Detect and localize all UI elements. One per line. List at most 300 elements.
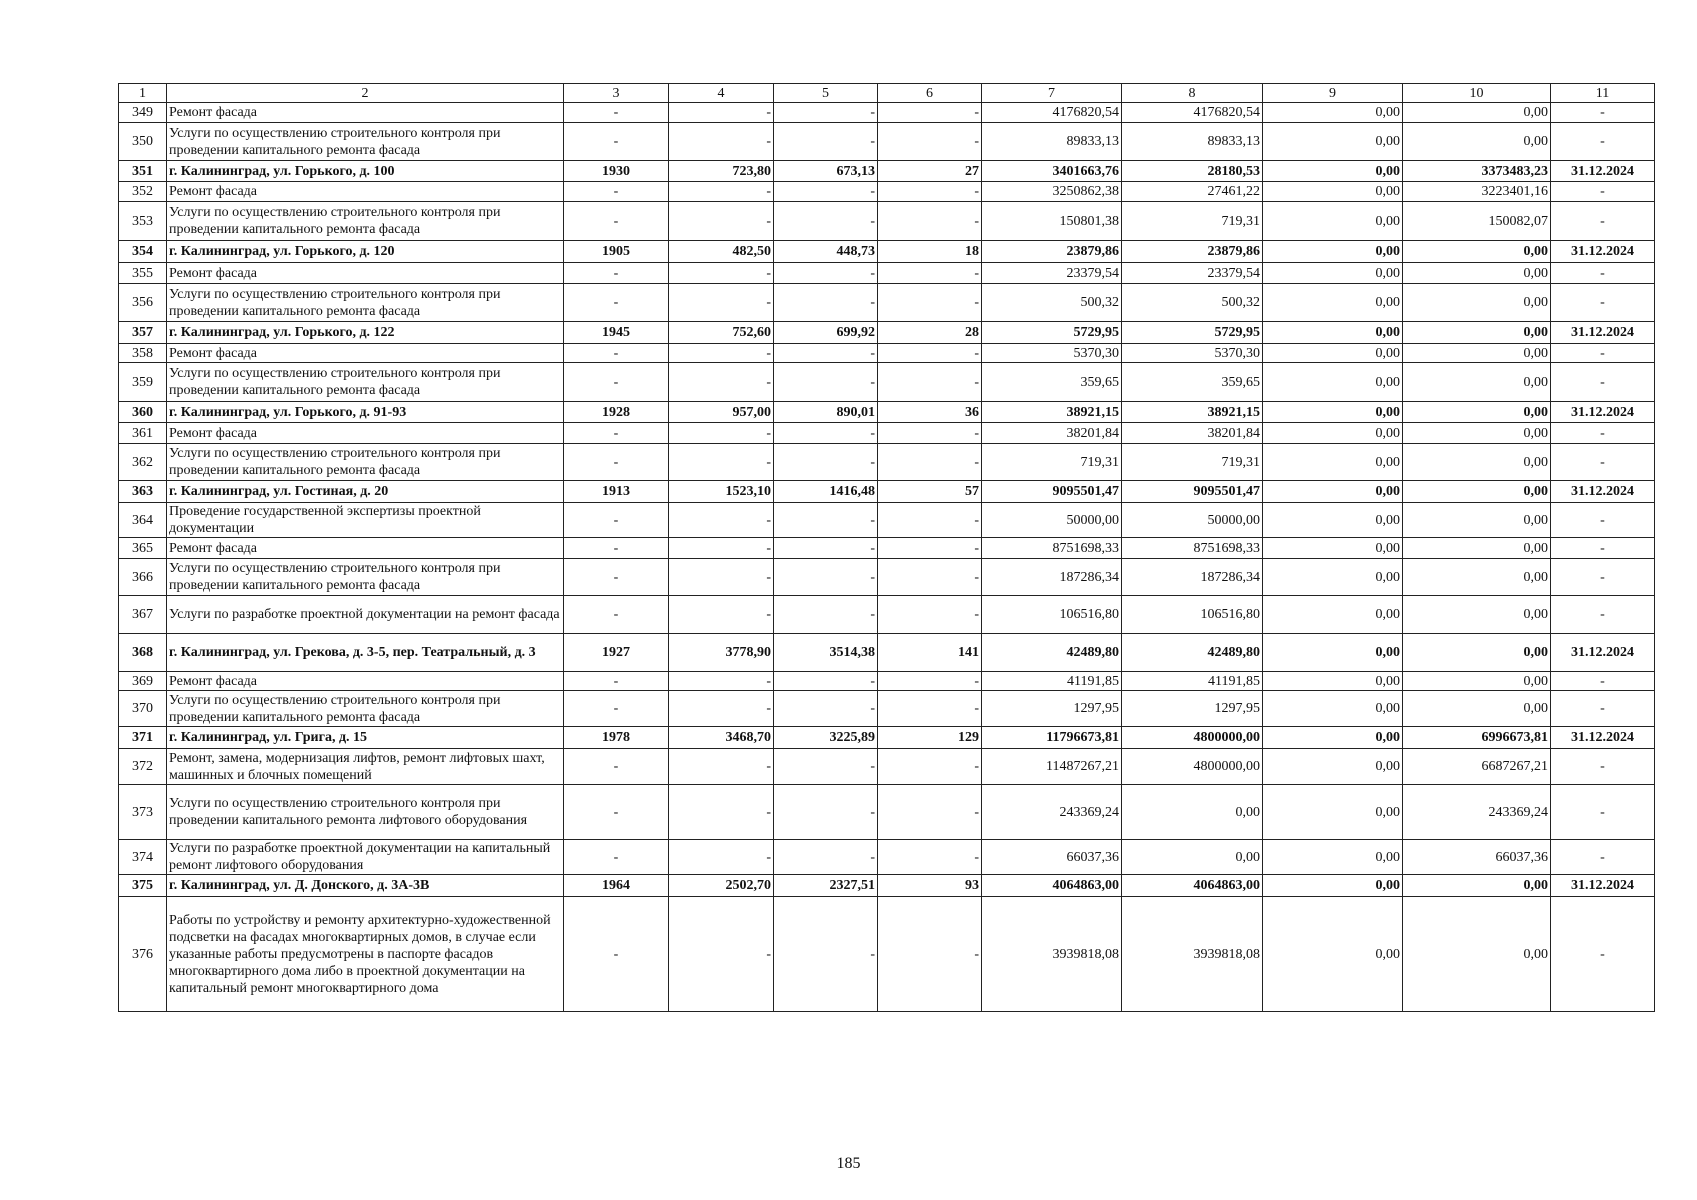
value-cell: 0,00: [1403, 538, 1551, 559]
value-cell: -: [1551, 423, 1655, 444]
value-cell: 0,00: [1263, 672, 1403, 691]
value-cell: 23379,54: [1122, 263, 1263, 284]
work-item-row: [119, 559, 1655, 596]
value-cell: -: [669, 559, 774, 596]
work-item-row: [119, 182, 1655, 202]
row-number-cell: 349: [119, 103, 167, 123]
value-cell: 11796673,81: [982, 727, 1122, 749]
value-cell: 28: [878, 322, 982, 344]
value-cell: -: [878, 503, 982, 538]
work-item-row: [119, 444, 1655, 481]
row-number-cell: 362: [119, 444, 167, 481]
value-cell: 41191,85: [1122, 672, 1263, 691]
value-cell: -: [564, 538, 669, 559]
value-cell: -: [774, 691, 878, 727]
value-cell: -: [774, 344, 878, 363]
column-header: 6: [878, 84, 982, 103]
value-cell: 1945: [564, 322, 669, 344]
address-row: [119, 481, 1655, 503]
value-cell: 129: [878, 727, 982, 749]
description-cell: Ремонт, замена, модернизация лифтов, ремонт лифтовых шахт, машинных и блочных помещений: [167, 749, 564, 785]
work-item-row: [119, 423, 1655, 444]
report-table-container: [118, 83, 1655, 1012]
value-cell: 5729,95: [1122, 322, 1263, 344]
value-cell: 0,00: [1263, 538, 1403, 559]
value-cell: -: [1551, 182, 1655, 202]
row-number-cell: 369: [119, 672, 167, 691]
value-cell: -: [774, 202, 878, 241]
value-cell: 482,50: [669, 241, 774, 263]
value-cell: 93: [878, 875, 982, 897]
value-cell: -: [669, 538, 774, 559]
value-cell: -: [669, 444, 774, 481]
value-cell: 1297,95: [982, 691, 1122, 727]
work-item-row: [119, 363, 1655, 402]
value-cell: 3514,38: [774, 634, 878, 672]
value-cell: 3250862,38: [982, 182, 1122, 202]
row-number-cell: 364: [119, 503, 167, 538]
value-cell: 31.12.2024: [1551, 875, 1655, 897]
value-cell: 3468,70: [669, 727, 774, 749]
value-cell: 89833,13: [1122, 123, 1263, 161]
value-cell: -: [1551, 503, 1655, 538]
row-number-cell: 355: [119, 263, 167, 284]
value-cell: -: [1551, 897, 1655, 1012]
column-header: 2: [167, 84, 564, 103]
value-cell: 723,80: [669, 161, 774, 182]
value-cell: 699,92: [774, 322, 878, 344]
value-cell: -: [774, 672, 878, 691]
value-cell: -: [669, 672, 774, 691]
value-cell: 41191,85: [982, 672, 1122, 691]
value-cell: -: [1551, 344, 1655, 363]
value-cell: -: [564, 423, 669, 444]
address-row: [119, 241, 1655, 263]
value-cell: 0,00: [1263, 241, 1403, 263]
value-cell: 0,00: [1403, 875, 1551, 897]
value-cell: 150082,07: [1403, 202, 1551, 241]
value-cell: 1297,95: [1122, 691, 1263, 727]
description-cell: Ремонт фасада: [167, 538, 564, 559]
value-cell: -: [878, 363, 982, 402]
value-cell: 0,00: [1122, 785, 1263, 840]
value-cell: -: [669, 123, 774, 161]
value-cell: -: [564, 123, 669, 161]
description-cell: Ремонт фасада: [167, 423, 564, 444]
value-cell: -: [1551, 691, 1655, 727]
value-cell: -: [774, 897, 878, 1012]
work-item-row: [119, 202, 1655, 241]
value-cell: 36: [878, 402, 982, 423]
value-cell: -: [564, 596, 669, 634]
value-cell: 0,00: [1403, 897, 1551, 1012]
value-cell: -: [669, 503, 774, 538]
value-cell: 0,00: [1403, 672, 1551, 691]
value-cell: 0,00: [1263, 481, 1403, 503]
row-number-cell: 352: [119, 182, 167, 202]
value-cell: 31.12.2024: [1551, 402, 1655, 423]
row-number-cell: 375: [119, 875, 167, 897]
address-row: [119, 727, 1655, 749]
value-cell: 243369,24: [1403, 785, 1551, 840]
work-item-row: [119, 897, 1655, 1012]
work-item-row: [119, 263, 1655, 284]
row-number-cell: 367: [119, 596, 167, 634]
value-cell: 9095501,47: [1122, 481, 1263, 503]
value-cell: 57: [878, 481, 982, 503]
value-cell: -: [564, 785, 669, 840]
value-cell: -: [878, 691, 982, 727]
value-cell: 4800000,00: [1122, 749, 1263, 785]
work-item-row: [119, 840, 1655, 875]
address-row: [119, 402, 1655, 423]
value-cell: -: [564, 559, 669, 596]
value-cell: 752,60: [669, 322, 774, 344]
value-cell: 0,00: [1263, 444, 1403, 481]
value-cell: 3939818,08: [1122, 897, 1263, 1012]
value-cell: 31.12.2024: [1551, 481, 1655, 503]
row-number-cell: 363: [119, 481, 167, 503]
value-cell: 27: [878, 161, 982, 182]
value-cell: -: [774, 444, 878, 481]
value-cell: 890,01: [774, 402, 878, 423]
description-cell: Ремонт фасада: [167, 182, 564, 202]
row-number-cell: 374: [119, 840, 167, 875]
value-cell: 3373483,23: [1403, 161, 1551, 182]
value-cell: 0,00: [1403, 423, 1551, 444]
column-header: 11: [1551, 84, 1655, 103]
work-item-row: [119, 749, 1655, 785]
value-cell: 4176820,54: [982, 103, 1122, 123]
description-cell: Работы по устройству и ремонту архитектурно-художественной подсветки на фасадах многоквартирных домов, в случае если указанные работы предусмотрены в паспорте фасадов многоквартирного дома либо в проектной документации на капитальный ремонт многоквартирного дома: [167, 897, 564, 1012]
value-cell: 0,00: [1403, 123, 1551, 161]
value-cell: 4800000,00: [1122, 727, 1263, 749]
value-cell: 0,00: [1403, 559, 1551, 596]
description-cell: г. Калининград, ул. Грига, д. 15: [167, 727, 564, 749]
value-cell: -: [669, 423, 774, 444]
value-cell: 31.12.2024: [1551, 322, 1655, 344]
value-cell: 8751698,33: [982, 538, 1122, 559]
row-number-cell: 361: [119, 423, 167, 444]
work-item-row: [119, 691, 1655, 727]
value-cell: -: [774, 503, 878, 538]
value-cell: 0,00: [1403, 634, 1551, 672]
description-cell: г. Калининград, ул. Горького, д. 91-93: [167, 402, 564, 423]
value-cell: -: [878, 785, 982, 840]
column-header: 9: [1263, 84, 1403, 103]
value-cell: 187286,34: [982, 559, 1122, 596]
address-row: [119, 875, 1655, 897]
value-cell: -: [878, 596, 982, 634]
value-cell: -: [878, 103, 982, 123]
value-cell: -: [564, 691, 669, 727]
row-number-cell: 376: [119, 897, 167, 1012]
value-cell: -: [774, 284, 878, 322]
value-cell: 1416,48: [774, 481, 878, 503]
value-cell: 5370,30: [982, 344, 1122, 363]
value-cell: 673,13: [774, 161, 878, 182]
description-cell: Услуги по осуществлению строительного контроля при проведении капитального ремонта фасада: [167, 444, 564, 481]
value-cell: -: [669, 284, 774, 322]
value-cell: -: [564, 363, 669, 402]
value-cell: -: [564, 749, 669, 785]
description-cell: Ремонт фасада: [167, 344, 564, 363]
value-cell: 0,00: [1263, 503, 1403, 538]
description-cell: г. Калининград, ул. Гостиная, д. 20: [167, 481, 564, 503]
work-item-row: [119, 284, 1655, 322]
value-cell: -: [774, 538, 878, 559]
work-item-row: [119, 103, 1655, 123]
value-cell: -: [878, 672, 982, 691]
value-cell: 1928: [564, 402, 669, 423]
value-cell: 359,65: [1122, 363, 1263, 402]
value-cell: -: [669, 202, 774, 241]
description-cell: Ремонт фасада: [167, 263, 564, 284]
work-item-row: [119, 672, 1655, 691]
value-cell: 0,00: [1403, 284, 1551, 322]
value-cell: -: [1551, 672, 1655, 691]
value-cell: 4176820,54: [1122, 103, 1263, 123]
value-cell: -: [878, 538, 982, 559]
value-cell: -: [878, 182, 982, 202]
value-cell: 0,00: [1403, 481, 1551, 503]
description-cell: г. Калининград, ул. Горького, д. 122: [167, 322, 564, 344]
value-cell: 8751698,33: [1122, 538, 1263, 559]
value-cell: 719,31: [1122, 444, 1263, 481]
column-header: 10: [1403, 84, 1551, 103]
row-number-cell: 360: [119, 402, 167, 423]
value-cell: 0,00: [1263, 402, 1403, 423]
value-cell: -: [564, 284, 669, 322]
value-cell: -: [564, 672, 669, 691]
value-cell: 4064863,00: [1122, 875, 1263, 897]
value-cell: 0,00: [1263, 123, 1403, 161]
row-number-cell: 372: [119, 749, 167, 785]
row-number-cell: 358: [119, 344, 167, 363]
column-header: 7: [982, 84, 1122, 103]
value-cell: -: [564, 263, 669, 284]
value-cell: -: [1551, 596, 1655, 634]
value-cell: -: [669, 182, 774, 202]
value-cell: 500,32: [982, 284, 1122, 322]
value-cell: 187286,34: [1122, 559, 1263, 596]
description-cell: Услуги по разработке проектной документации на ремонт фасада: [167, 596, 564, 634]
work-item-row: [119, 785, 1655, 840]
column-header: 3: [564, 84, 669, 103]
value-cell: 0,00: [1263, 182, 1403, 202]
value-cell: -: [1551, 785, 1655, 840]
value-cell: 42489,80: [1122, 634, 1263, 672]
value-cell: 0,00: [1403, 363, 1551, 402]
value-cell: 0,00: [1263, 161, 1403, 182]
value-cell: -: [774, 363, 878, 402]
value-cell: -: [669, 840, 774, 875]
value-cell: 4064863,00: [982, 875, 1122, 897]
work-item-row: [119, 344, 1655, 363]
value-cell: 106516,80: [982, 596, 1122, 634]
description-cell: Услуги по осуществлению строительного контроля при проведении капитального ремонта фасада: [167, 691, 564, 727]
value-cell: 31.12.2024: [1551, 161, 1655, 182]
value-cell: 66037,36: [1403, 840, 1551, 875]
value-cell: -: [669, 749, 774, 785]
value-cell: 719,31: [982, 444, 1122, 481]
value-cell: -: [1551, 202, 1655, 241]
value-cell: 27461,22: [1122, 182, 1263, 202]
value-cell: -: [1551, 103, 1655, 123]
description-cell: Проведение государственной экспертизы проектной документации: [167, 503, 564, 538]
value-cell: 0,00: [1263, 322, 1403, 344]
value-cell: 1930: [564, 161, 669, 182]
value-cell: -: [774, 785, 878, 840]
value-cell: 11487267,21: [982, 749, 1122, 785]
address-row: [119, 322, 1655, 344]
row-number-cell: 356: [119, 284, 167, 322]
description-cell: Услуги по осуществлению строительного контроля при проведении капитального ремонта фасада: [167, 202, 564, 241]
row-number-cell: 373: [119, 785, 167, 840]
description-cell: г. Калининград, ул. Грекова, д. 3-5, пер. Театральный, д. 3: [167, 634, 564, 672]
value-cell: -: [1551, 444, 1655, 481]
value-cell: -: [669, 785, 774, 840]
value-cell: 3939818,08: [982, 897, 1122, 1012]
value-cell: -: [669, 596, 774, 634]
value-cell: 0,00: [1403, 596, 1551, 634]
value-cell: -: [774, 182, 878, 202]
value-cell: -: [878, 263, 982, 284]
value-cell: -: [1551, 749, 1655, 785]
value-cell: -: [1551, 840, 1655, 875]
value-cell: 31.12.2024: [1551, 634, 1655, 672]
value-cell: -: [774, 123, 878, 161]
value-cell: 0,00: [1263, 840, 1403, 875]
value-cell: -: [669, 103, 774, 123]
value-cell: -: [1551, 363, 1655, 402]
value-cell: -: [669, 263, 774, 284]
work-item-row: [119, 503, 1655, 538]
value-cell: -: [774, 596, 878, 634]
column-header: 4: [669, 84, 774, 103]
value-cell: 0,00: [1263, 344, 1403, 363]
value-cell: -: [564, 344, 669, 363]
value-cell: 0,00: [1263, 423, 1403, 444]
value-cell: -: [564, 202, 669, 241]
value-cell: 28180,53: [1122, 161, 1263, 182]
column-header: 5: [774, 84, 878, 103]
value-cell: 50000,00: [1122, 503, 1263, 538]
value-cell: -: [1551, 559, 1655, 596]
value-cell: 6687267,21: [1403, 749, 1551, 785]
value-cell: 1964: [564, 875, 669, 897]
value-cell: 2502,70: [669, 875, 774, 897]
row-number-cell: 354: [119, 241, 167, 263]
value-cell: 5370,30: [1122, 344, 1263, 363]
value-cell: 23879,86: [1122, 241, 1263, 263]
value-cell: -: [669, 344, 774, 363]
value-cell: -: [774, 559, 878, 596]
value-cell: 0,00: [1403, 322, 1551, 344]
value-cell: 957,00: [669, 402, 774, 423]
address-row: [119, 161, 1655, 182]
value-cell: 0,00: [1403, 444, 1551, 481]
value-cell: 38921,15: [982, 402, 1122, 423]
column-header: 8: [1122, 84, 1263, 103]
value-cell: -: [878, 344, 982, 363]
value-cell: -: [564, 503, 669, 538]
value-cell: 0,00: [1263, 202, 1403, 241]
value-cell: -: [774, 103, 878, 123]
value-cell: -: [878, 202, 982, 241]
value-cell: 106516,80: [1122, 596, 1263, 634]
value-cell: 1905: [564, 241, 669, 263]
value-cell: 0,00: [1403, 402, 1551, 423]
value-cell: -: [774, 749, 878, 785]
value-cell: 1913: [564, 481, 669, 503]
row-number-cell: 357: [119, 322, 167, 344]
value-cell: 0,00: [1263, 596, 1403, 634]
value-cell: 0,00: [1403, 691, 1551, 727]
value-cell: -: [774, 263, 878, 284]
value-cell: 359,65: [982, 363, 1122, 402]
value-cell: 6996673,81: [1403, 727, 1551, 749]
row-number-cell: 366: [119, 559, 167, 596]
value-cell: 243369,24: [982, 785, 1122, 840]
row-number-cell: 365: [119, 538, 167, 559]
value-cell: 89833,13: [982, 123, 1122, 161]
value-cell: 0,00: [1263, 785, 1403, 840]
value-cell: 0,00: [1263, 103, 1403, 123]
value-cell: 5729,95: [982, 322, 1122, 344]
description-cell: Услуги по осуществлению строительного контроля при проведении капитального ремонта фасада: [167, 123, 564, 161]
description-cell: Ремонт фасада: [167, 672, 564, 691]
value-cell: -: [564, 182, 669, 202]
value-cell: -: [878, 840, 982, 875]
description-cell: Услуги по осуществлению строительного контроля при проведении капитального ремонта лифтового оборудования: [167, 785, 564, 840]
value-cell: 0,00: [1263, 284, 1403, 322]
value-cell: -: [564, 103, 669, 123]
value-cell: 9095501,47: [982, 481, 1122, 503]
table-body: [119, 84, 1655, 1012]
description-cell: Ремонт фасада: [167, 103, 564, 123]
value-cell: 0,00: [1403, 503, 1551, 538]
value-cell: 66037,36: [982, 840, 1122, 875]
row-number-cell: 350: [119, 123, 167, 161]
row-number-cell: 359: [119, 363, 167, 402]
value-cell: 0,00: [1263, 363, 1403, 402]
value-cell: 0,00: [1263, 263, 1403, 284]
row-number-cell: 368: [119, 634, 167, 672]
value-cell: 0,00: [1263, 559, 1403, 596]
value-cell: 18: [878, 241, 982, 263]
description-cell: г. Калининград, ул. Д. Донского, д. 3А-3В: [167, 875, 564, 897]
value-cell: 23879,86: [982, 241, 1122, 263]
value-cell: -: [774, 423, 878, 444]
value-cell: -: [1551, 538, 1655, 559]
value-cell: -: [878, 897, 982, 1012]
value-cell: 0,00: [1263, 749, 1403, 785]
value-cell: 38201,84: [1122, 423, 1263, 444]
value-cell: -: [1551, 263, 1655, 284]
value-cell: 141: [878, 634, 982, 672]
value-cell: -: [878, 559, 982, 596]
value-cell: 38921,15: [1122, 402, 1263, 423]
value-cell: 0,00: [1403, 103, 1551, 123]
description-cell: Услуги по осуществлению строительного контроля при проведении капитального ремонта фасада: [167, 363, 564, 402]
value-cell: -: [878, 123, 982, 161]
value-cell: -: [878, 749, 982, 785]
value-cell: 0,00: [1263, 875, 1403, 897]
value-cell: 1927: [564, 634, 669, 672]
value-cell: -: [564, 840, 669, 875]
value-cell: 0,00: [1263, 691, 1403, 727]
